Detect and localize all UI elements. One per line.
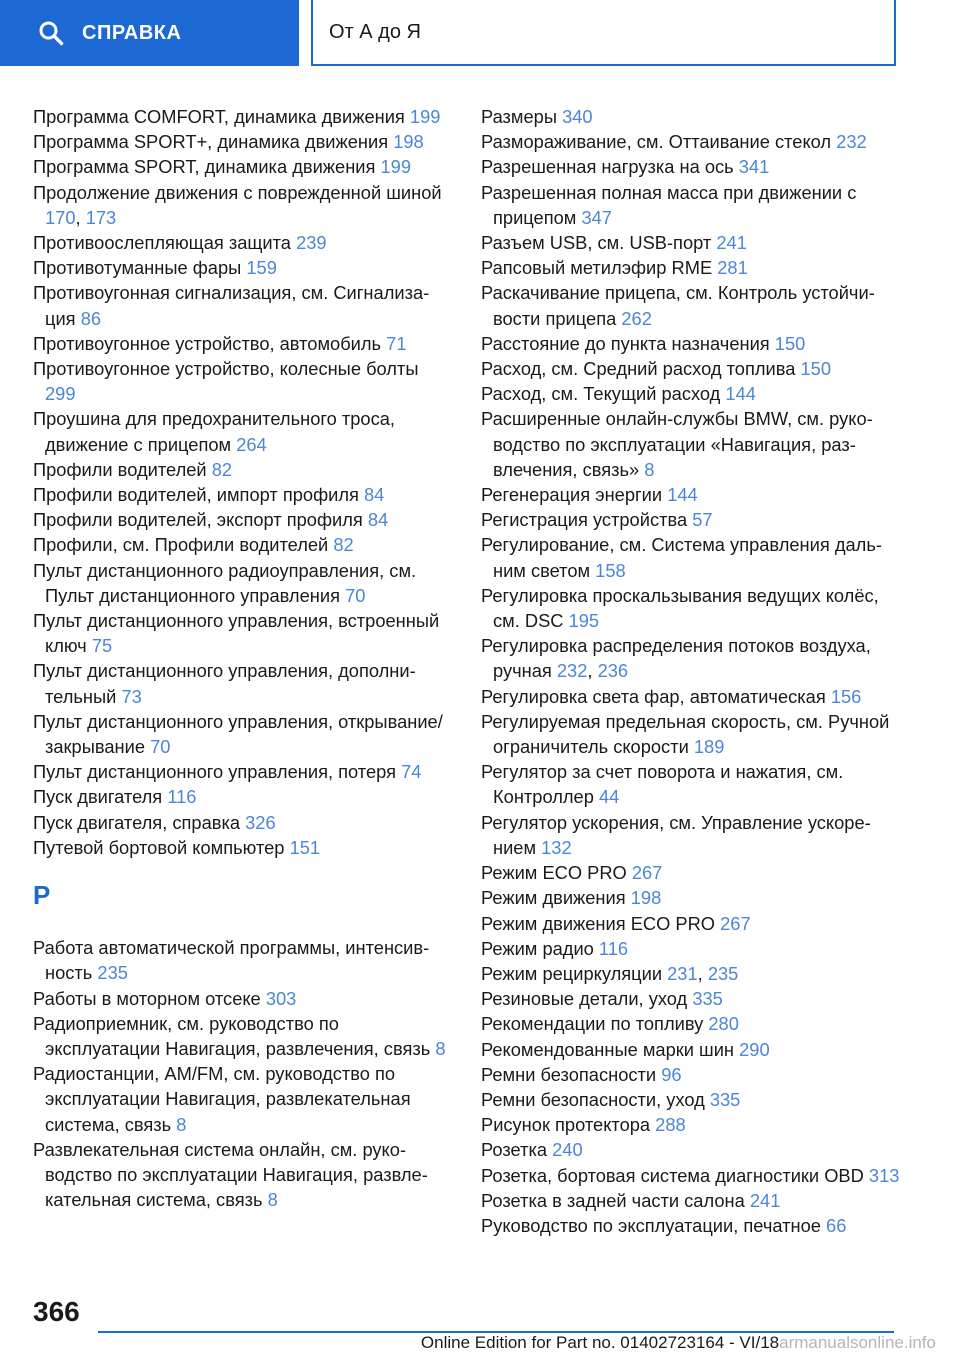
index-entry-text: Профили, см. Профили водителей	[33, 534, 329, 556]
index-entry-text: Регулировка проскальзывания ведущих колёс, см. DSC	[481, 584, 879, 632]
page-link[interactable]: 71	[386, 332, 407, 354]
index-entry-text: Пульт дистанционного управления, открывание/закрывание	[33, 710, 443, 758]
page-link[interactable]: 280	[708, 1013, 739, 1035]
index-list-r-continued	[481, 104, 901, 1238]
index-entry-text: Радиоприемник, см. руководство по эксплуатации Навигация, развлечения, связь	[33, 1012, 431, 1059]
index-entry-text: Профили водителей	[33, 458, 207, 480]
page-link[interactable]: 235	[707, 962, 739, 984]
index-entry	[33, 759, 453, 784]
index-entry	[481, 1213, 901, 1238]
page-link[interactable]: 241	[716, 232, 747, 254]
index-entry-text: Регулировка распределения потоков воздуха, ручная	[481, 635, 871, 682]
index-entry-text: Размораживание, см. Оттаивание стекол	[481, 131, 832, 153]
index-entry-text: Регулировка света фар, автоматическая	[481, 685, 826, 707]
header	[0, 0, 960, 66]
index-entry	[33, 356, 453, 406]
page-link[interactable]: 57	[692, 509, 713, 531]
index-entry-text: Программа SPORT, динамика движения	[33, 156, 376, 178]
index-entry-text: Профили водителей, импорт профиля	[33, 484, 359, 506]
page-link[interactable]: 198	[630, 887, 662, 909]
index-entry	[33, 1011, 453, 1061]
index-entry-text: Расход, см. Текущий расход	[481, 383, 721, 405]
index-entry: Режим рециркуляции 231, 235	[481, 962, 739, 984]
index-entry	[481, 885, 901, 910]
index-entry	[481, 1112, 901, 1137]
index-entry: Продолжение движения с поврежденной шиной 170, 173	[33, 181, 442, 228]
index-entry	[33, 482, 453, 507]
index-entry-text: Режим движения	[481, 887, 626, 909]
page-link[interactable]: 231	[667, 962, 698, 984]
page-link[interactable]: 232	[556, 660, 588, 682]
index-entry-text: Регистрация устройства	[481, 509, 688, 531]
edition-text: Online Edition for Part no. 01402723164 - VI/18	[420, 1333, 780, 1352]
page-link[interactable]: 267	[631, 862, 663, 884]
index-entry	[33, 784, 453, 809]
index-entry	[481, 154, 901, 179]
index-entry-text: Расход, см. Средний расход топлива	[481, 358, 796, 380]
index-entry-text: Ремни безопасности	[481, 1063, 657, 1085]
index-entry	[481, 583, 901, 633]
page-link[interactable]: 313	[868, 1164, 900, 1186]
index-entry	[33, 810, 453, 835]
index-entry-text: Розетка в задней части салона	[481, 1189, 745, 1211]
index-entry-text: Регулирование, см. Система управления дальним светом	[481, 534, 882, 581]
index-entry-text: Рапсовый метилэфир RME	[481, 257, 713, 279]
page-link[interactable]: 144	[725, 383, 756, 405]
index-entry-text: Режим рециркуляции	[481, 962, 663, 984]
page-link[interactable]: 158	[595, 559, 626, 581]
index-entry	[481, 180, 901, 230]
page-link[interactable]: 240	[552, 1139, 583, 1161]
search-icon	[38, 20, 64, 46]
page-link[interactable]: 299	[45, 383, 76, 405]
page-link[interactable]: 150	[774, 332, 806, 354]
index-entry-text: Расширенные онлайн-службы BMW, см. руководство по эксплуатации «Навигация, развлечения, связь»	[481, 408, 873, 480]
index-entry	[33, 935, 453, 985]
index-entry-text: Противоугонное устройство, автомобиль	[33, 332, 382, 354]
page-link[interactable]: 340	[562, 106, 593, 127]
index-entry-text: Рекомендации по топливу	[481, 1013, 704, 1035]
page-link[interactable]: 75	[91, 635, 113, 657]
page-link[interactable]: 84	[367, 509, 389, 531]
index-entry	[33, 104, 453, 129]
index-entry-text: Режим ECO PRO	[481, 862, 627, 884]
page-link[interactable]: 8	[435, 1037, 446, 1059]
page-link[interactable]: 290	[739, 1038, 770, 1060]
index-entry-text: Работы в моторном отсеке	[33, 987, 261, 1009]
index-entry-text: Режим радио	[481, 937, 594, 959]
index-entry	[33, 1061, 453, 1137]
index-entry	[33, 331, 453, 356]
index-entry-text: Работа автоматической программы, интенсивность	[33, 937, 430, 984]
page-link[interactable]: 84	[363, 484, 385, 506]
page-link[interactable]: 82	[211, 458, 233, 480]
page-link[interactable]: 241	[749, 1189, 781, 1211]
index-entry	[33, 154, 453, 179]
index-column-left	[33, 104, 453, 1212]
page-link[interactable]: 189	[693, 736, 725, 758]
index-entry	[481, 936, 901, 961]
index-entry-text: Программа COMFORT, динамика движения	[33, 106, 405, 127]
page-link[interactable]: 303	[265, 987, 297, 1009]
index-entry-text: Развлекательная система онлайн, см. руководство по эксплуатации Навигация, развлекательная система, связь	[33, 1138, 428, 1211]
index-entry-text: Пульт дистанционного радиоуправления, см. Пульт дистанционного управления	[33, 559, 417, 606]
page-link[interactable]: 151	[289, 836, 321, 858]
index-entry-text: Регулятор ускорения, см. Управление ускорением	[481, 811, 871, 858]
index-entry	[33, 532, 453, 557]
index-entry	[33, 280, 453, 330]
footer-edition	[306, 1333, 936, 1353]
page-link[interactable]: 159	[246, 257, 277, 279]
page-link[interactable]: 199	[380, 156, 412, 178]
index-entry	[481, 331, 901, 356]
page-link[interactable]: 232	[836, 131, 867, 153]
page-link[interactable]: 44	[598, 786, 620, 808]
index-entry-text: Регулируемая предельная скорость, см. Ручной ограничитель скорости	[481, 710, 890, 758]
page-number: 366	[33, 1296, 80, 1327]
index-entry	[33, 986, 453, 1011]
section-letter: Р	[33, 880, 51, 911]
index-entry	[481, 860, 901, 885]
page-link[interactable]: 262	[621, 307, 652, 329]
index-entry-text: Противоослепляющая защита	[33, 232, 291, 254]
index-entry	[481, 1087, 901, 1112]
page-link[interactable]: 170	[45, 206, 76, 228]
index-entry	[481, 104, 901, 129]
page-link[interactable]: 199	[409, 106, 441, 127]
page-link[interactable]: 288	[655, 1114, 686, 1136]
page-link[interactable]: 8	[267, 1189, 278, 1211]
index-entry	[481, 1037, 901, 1062]
index-list-r	[33, 935, 453, 1212]
page-link[interactable]: 66	[826, 1214, 847, 1236]
page-link[interactable]: 173	[85, 206, 117, 228]
index-entry	[481, 1188, 901, 1213]
index-entry	[481, 986, 901, 1011]
index-entry	[481, 911, 901, 936]
index-entry: Регулировка распределения потоков воздуха, ручная 232, 236	[481, 635, 871, 682]
index-entry	[33, 230, 453, 255]
index-entry-text: Программа SPORT+, динамика движения	[33, 131, 389, 153]
index-entry	[33, 1137, 453, 1213]
index-entry-text: Расстояние до пункта назначения	[481, 332, 770, 354]
index-entry-text: Противотуманные фары	[33, 257, 242, 279]
index-entry	[33, 835, 453, 860]
index-entry	[33, 129, 453, 154]
index-entry-text: Разрешенная нагрузка на ось	[481, 156, 734, 178]
page-link[interactable]: 96	[661, 1063, 682, 1085]
page-link[interactable]: 73	[121, 685, 142, 707]
az-tab-label: От А до Я	[329, 20, 421, 43]
index-entry-text: Ремни безопасности, уход	[481, 1088, 705, 1110]
page-link[interactable]: 326	[245, 811, 276, 833]
index-entry	[481, 1137, 901, 1162]
index-entry-text: Противоугонная сигнализация, см. Сигнализация	[33, 282, 430, 329]
page-link[interactable]: 74	[401, 761, 422, 783]
page-link[interactable]: 341	[738, 156, 770, 178]
index-entry	[481, 381, 901, 406]
page-link[interactable]: 70	[150, 736, 171, 758]
index-entry	[481, 810, 901, 860]
index-entry-text: Пуск двигателя, справка	[33, 811, 241, 833]
index-entry	[481, 759, 901, 809]
index-entry	[481, 129, 901, 154]
index-entry-text: Руководство по эксплуатации, печатное	[481, 1214, 821, 1236]
page-link[interactable]: 116	[598, 937, 629, 959]
index-entry	[481, 1062, 901, 1087]
index-entry-text: Раскачивание прицепа, см. Контроль устойчивости прицепа	[481, 282, 875, 329]
index-entry-text: Рекомендованные марки шин	[481, 1038, 735, 1060]
page-link[interactable]: 347	[581, 206, 612, 228]
page-link[interactable]: 82	[333, 534, 354, 556]
index-column-right	[481, 104, 901, 1238]
page-link[interactable]: 198	[393, 131, 424, 153]
page-link[interactable]: 195	[568, 610, 600, 632]
page-link[interactable]: 235	[97, 962, 128, 984]
index-entry	[481, 709, 901, 759]
index-entry	[481, 280, 901, 330]
page-link[interactable]: 150	[800, 358, 832, 380]
index-entry-text: Продолжение движения с поврежденной шиной	[33, 181, 442, 203]
index-entry-text: Розетка, бортовая система диагностики OBD	[481, 1164, 864, 1186]
index-entry	[481, 356, 901, 381]
watermark: armanualsonline.info	[779, 1333, 936, 1352]
index-entry	[33, 608, 453, 658]
index-entry	[481, 406, 901, 482]
index-entry-text: Разрешенная полная масса при движении с прицепом	[481, 181, 857, 228]
index-entry	[33, 255, 453, 280]
index-entry-text: Пульт дистанционного управления, потеря	[33, 761, 396, 783]
page-link[interactable]: 267	[720, 912, 751, 934]
index-entry	[481, 532, 901, 582]
index-entry-text: Противоугонное устройство, колесные болты	[33, 358, 419, 380]
index-entry-text: Радиостанции, AM/FM, см. руководство по эксплуатации Навигация, развлекательная система, связь	[33, 1063, 411, 1135]
index-entry	[481, 507, 901, 532]
index-entry-text: Регенерация энергии	[481, 484, 663, 506]
page-link[interactable]: 8	[176, 1113, 187, 1135]
index-entry-text: Пульт дистанционного управления, дополнительный	[33, 660, 416, 707]
page-link[interactable]: 116	[167, 786, 197, 808]
index-entry-text: Разъем USB, см. USB-порт	[481, 232, 712, 254]
index-list-p	[33, 104, 453, 860]
index-entry-text: Проушина для предохранительного троса, движение с прицепом	[33, 408, 395, 455]
index-entry	[481, 255, 901, 280]
page-link[interactable]: 132	[541, 836, 572, 858]
index-entry-text: Рисунок протектора	[481, 1114, 651, 1136]
page-link[interactable]: 264	[236, 433, 267, 455]
index-entry	[481, 230, 901, 255]
index-entry-text: Путевой бортовой компьютер	[33, 836, 285, 858]
index-entry-text: Резиновые детали, уход	[481, 988, 688, 1010]
search-tab-label: СПРАВКА	[82, 21, 182, 44]
search-tab[interactable]	[0, 0, 299, 66]
page-link[interactable]: 236	[597, 660, 629, 682]
index-entry	[33, 658, 453, 708]
index-entry	[481, 1163, 901, 1188]
index-entry	[481, 1011, 901, 1036]
page-link[interactable]: 239	[296, 232, 327, 254]
page-link[interactable]: 335	[692, 988, 723, 1010]
index-entry-text: Пульт дистанционного управления, встроенный ключ	[33, 610, 440, 657]
page-link[interactable]: 156	[830, 685, 862, 707]
index-entry-text: Профили водителей, экспорт профиля	[33, 509, 363, 531]
page-link[interactable]: 86	[80, 307, 102, 329]
az-index-tab[interactable]	[311, 0, 896, 66]
index-entry	[33, 406, 453, 456]
page-link[interactable]: 281	[717, 257, 748, 279]
page-link[interactable]: 70	[345, 584, 366, 606]
index-entry-text: Режим движения ECO PRO	[481, 912, 716, 934]
index-entry-text: Размеры	[481, 106, 557, 127]
index-entry	[33, 558, 453, 608]
index-entry	[33, 507, 453, 532]
page-link[interactable]: 144	[667, 484, 698, 506]
index-entry	[481, 684, 901, 709]
index-entry	[33, 709, 453, 759]
index-entry-text: Розетка	[481, 1139, 548, 1161]
page-link[interactable]: 335	[709, 1088, 741, 1110]
index-entry-text: Пуск двигателя	[33, 786, 163, 808]
index-entry	[33, 457, 453, 482]
index-entry	[481, 482, 901, 507]
page-link[interactable]: 8	[644, 458, 655, 480]
index-entry-text: Регулятор за счет поворота и нажатия, см. Контроллер	[481, 761, 844, 808]
